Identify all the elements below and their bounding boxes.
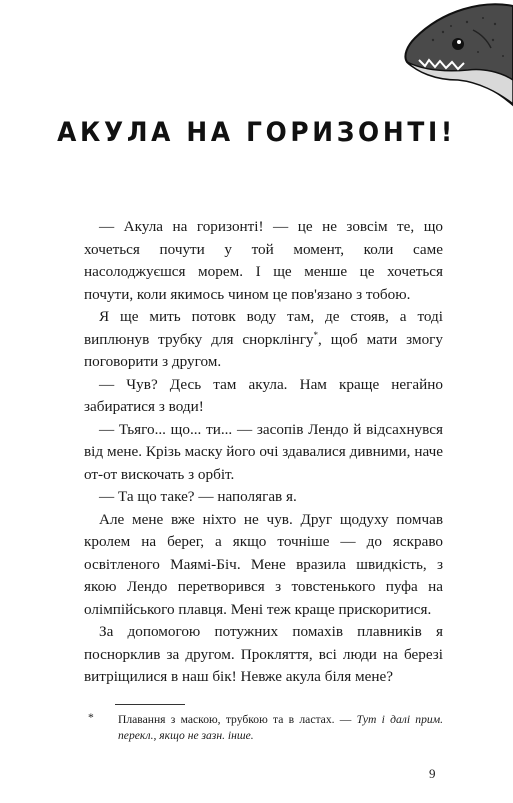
footnote-marker: * (313, 329, 319, 340)
paragraph: Але мене вже ніхто не чув. Друг щодуху помчав кролем на берег, а якщо точніше — до яскраво освітленого Маямі-Біч. Мене вразила швидкість, з якою Лендо перетворився з товстенького пуфа на олімпійського плавця. Мені теж краще прискоритися. (84, 510, 443, 618)
footnote-text (118, 712, 443, 744)
footnote (86, 712, 443, 744)
paragraph: — Акула на горизонті! — це не зовсім те, що хочеться почути у той момент, коли саме насолоджуєшся морем. І ще менше це хочеться почути, коли якимось чином це пов'язано з тобою. (84, 218, 443, 303)
paragraph: — Тьяго... що... ти... — засопів Лендо й відсахнувся від мене. Крізь маску його очі здавалися дивними, наче от-от вискочать з орбіт. (84, 420, 443, 483)
footnote-plain: Плавання з маскою, трубкою та в ластах. — (118, 713, 357, 726)
footnote-marker: * (88, 711, 94, 724)
footnote-divider (115, 704, 185, 705)
paragraph (84, 306, 443, 374)
page-number: 9 (429, 766, 436, 781)
paragraph-text: , щоб мати змогу поговорити з другом. (84, 330, 443, 370)
chapter-body (84, 216, 443, 689)
paragraph: — Чув? Десь там акула. Нам краще негайно забиратися з води! (84, 375, 443, 415)
paragraph: — Та що таке? — наполягав я. (99, 488, 297, 505)
chapter-title: АКУЛА НА ГОРИЗОНТІ! (57, 117, 456, 148)
shark-head-icon (363, 0, 513, 110)
paragraph-text: Я ще мить потовк воду там, де стояв, а тоді виплюнув трубку для снорклінгу (84, 308, 443, 348)
paragraph: За допомогою потужних помахів плавників я поснорклив за другом. Прокляття, всі люди на березі витріщилися в наш бік! Невже акула біля мене? (84, 623, 443, 685)
footnote-italic: Тут і далі прим. перекл., якщо не зазн. інше. (118, 713, 443, 742)
